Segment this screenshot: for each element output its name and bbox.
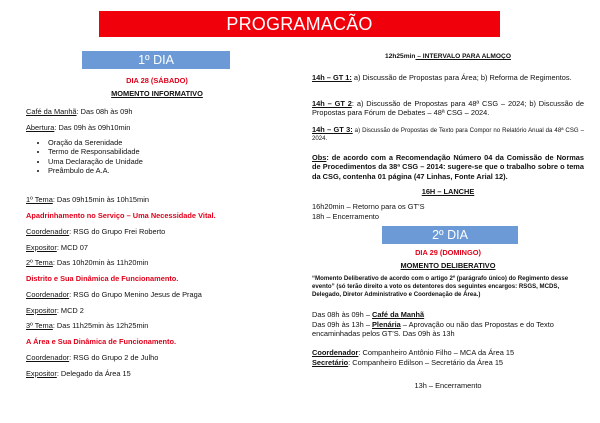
gt-1-label: 14h – GT 1: xyxy=(312,73,352,82)
intervalo-line xyxy=(312,53,584,61)
tema-1-time: : Das 09h15min às 10h15min xyxy=(52,195,149,204)
lanche-line: 16H – LANCHE xyxy=(421,187,475,196)
d2-sec-line xyxy=(312,358,503,367)
page-title: PROGRAMACÃO xyxy=(99,11,500,37)
exp-2-label: Expositor xyxy=(26,306,57,315)
coord-1-label: Coordenador xyxy=(26,227,70,236)
gt-3-text: a) Discussão de Propostas de Texto para Compor no Relatório Anual da 48ª CSG – 2024. xyxy=(312,127,585,142)
d2-cafe-line xyxy=(312,310,424,319)
list-item: • Preâmbulo de A.A. xyxy=(48,166,288,175)
deliberative-note: “Momento Deliberativo de acordo com o artigo 2º (parágrafo único) do Regimento desse evento” (só terão direito a voto os detentores dos seguintes encargos: RSGS, MCDS, Delegado, Diretor Administrativo e Coordenação de Área.) xyxy=(312,275,569,298)
intervalo-text: – INTERVALO PARA ALMOÇO xyxy=(415,53,511,60)
d2-plenaria-label: Plenária xyxy=(372,320,401,329)
list-item: • Uma Declaração de Unidade xyxy=(48,157,288,166)
tema-2-line xyxy=(26,258,148,267)
gt-2-line xyxy=(312,99,584,118)
d2-coord-label: Coordenador xyxy=(312,348,359,357)
retorno-line: 16h20min – Retorno para os GT’S xyxy=(312,202,425,211)
tema-2-label: 2º Tema xyxy=(26,258,53,267)
abertura-label: Abertura xyxy=(26,123,55,132)
d2-cafe-label: Café da Manhã xyxy=(372,310,425,319)
coord-3-line xyxy=(26,353,158,362)
cafe-time: : Das 08h às 09h xyxy=(76,107,133,116)
d2-cafe-time: Das 08h às 09h – xyxy=(312,310,372,319)
opening-list xyxy=(32,138,288,176)
exp-1-line xyxy=(26,243,88,252)
cafe-label: Café da Manhã xyxy=(26,107,77,116)
gt-2-text: : a) Discussão de Propostas para 48ª CSG – 2024; b) Discussão de Propostas para Fórum de Debates – 48ª CSG – 2024. xyxy=(312,99,584,118)
exp-3-label: Expositor xyxy=(26,369,57,378)
tema-1-title: Apadrinhamento no Serviço – Uma Necessidade Vital. xyxy=(26,211,216,220)
tema-3-label: 3º Tema xyxy=(26,321,53,330)
day-2-label: 2º DIA xyxy=(382,226,518,244)
gt-3-line xyxy=(312,125,584,143)
day-1-label: 1º DIA xyxy=(82,51,230,69)
gt-3-label: 14h – GT 3: xyxy=(312,125,353,134)
exp-1-label: Expositor xyxy=(26,243,57,252)
coord-1-value: : RSG do Grupo Frei Roberto xyxy=(69,227,166,236)
coord-3-value: : RSG do Grupo 2 de Julho xyxy=(69,353,159,362)
encerramento-2-line: 13h – Encerramento xyxy=(414,381,482,390)
intervalo-time: 12h25min xyxy=(385,53,416,60)
tema-3-line xyxy=(26,321,148,330)
encerramento-1-line: 18h – Encerramento xyxy=(312,212,379,221)
obs-label: Obs xyxy=(312,153,327,162)
tema-3-title: A Área e Sua Dinâmica de Funcionamento. xyxy=(26,337,177,346)
cafe-line xyxy=(26,107,132,116)
tema-3-time: : Das 11h25min às 12h25min xyxy=(52,321,149,330)
tema-2-time: : Das 10h20min às 11h20min xyxy=(52,258,149,267)
d2-plenaria-line xyxy=(312,320,574,339)
tema-1-line xyxy=(26,195,149,204)
exp-1-value: : MCD 07 xyxy=(56,243,89,252)
day-2-date: DIA 29 (DOMINGO) xyxy=(415,248,481,257)
exp-3-value: : Delegado da Área 15 xyxy=(56,369,131,378)
obs-text: : de acordo com a Recomendação Número 04 da Comissão de Normas de Procedimentos da 38ª CSG – 2014: sugere-se que o trabalho sobre o tema da CSG, contenha 01 página (47 Linhas, Fonte Arial 12). xyxy=(312,153,584,181)
d2-sec-label: Secretário xyxy=(312,358,349,367)
coord-2-line xyxy=(26,290,202,299)
gt-2-label: 14h – GT 2 xyxy=(312,99,352,108)
d2-plenaria-time: Das 09h às 13h – xyxy=(312,320,372,329)
list-item: • Termo de Responsabilidade xyxy=(48,147,288,156)
list-item: • Oração da Serenidade xyxy=(48,138,288,147)
day-2-moment: MOMENTO DELIBERATIVO xyxy=(400,261,496,270)
d2-coord-value: : Companheiro Antônio Filho – MCA da Área 15 xyxy=(358,348,515,357)
day-1-date: DIA 28 (SÁBADO) xyxy=(126,76,188,85)
exp-3-line xyxy=(26,369,131,378)
coord-1-line xyxy=(26,227,165,236)
gt-1-line xyxy=(312,73,584,82)
d2-plenaria-text: – Aprovação ou não das Propostas e do Texto encaminhadas pelos GT’S. Das 09h às 13h xyxy=(312,320,554,339)
exp-2-line xyxy=(26,306,84,315)
coord-2-value: : RSG do Grupo Menino Jesus de Praga xyxy=(69,290,202,299)
gt-1-text: a) Discussão de Propostas para Área; b) Reforma de Regimentos. xyxy=(351,73,572,82)
coord-2-label: Coordenador xyxy=(26,290,70,299)
tema-1-label: 1º Tema xyxy=(26,195,53,204)
abertura-line xyxy=(26,123,130,132)
tema-2-title: Distrito e Sua Dinâmica de Funcionamento. xyxy=(26,274,179,283)
coord-3-label: Coordenador xyxy=(26,353,70,362)
exp-2-value: : MCD 2 xyxy=(56,306,84,315)
d2-sec-value: : Companheiro Edilson – Secretário da Área 15 xyxy=(348,358,504,367)
d2-coord-line xyxy=(312,348,514,357)
abertura-time: : Das 09h às 09h10min xyxy=(54,123,131,132)
day-1-moment: MOMENTO INFORMATIVO xyxy=(111,89,203,98)
obs-note xyxy=(312,153,584,181)
